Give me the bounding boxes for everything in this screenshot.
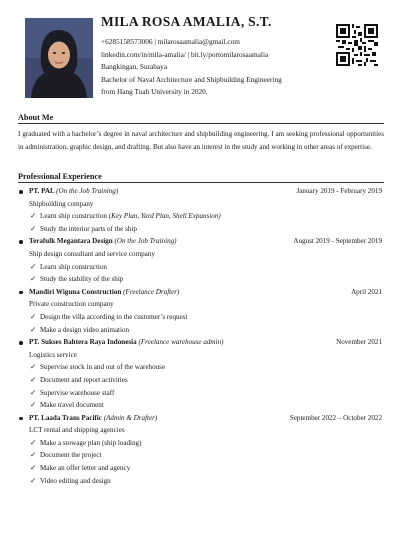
task-text: Make an offer letter and agency: [40, 464, 131, 473]
contact-info: [101, 36, 341, 99]
task-text: Supervise warehouse staff: [40, 388, 115, 397]
job-role: (Freelance Drafter): [123, 287, 180, 296]
job-company: PT. PAL: [29, 187, 55, 195]
checkmark-icon: ✓: [30, 311, 37, 321]
task-text: Design the villa according to the customer’s request: [40, 312, 188, 321]
resume-header: [0, 0, 400, 108]
job-task: [18, 361, 384, 374]
job-task: [18, 223, 384, 236]
bullet-icon: [19, 291, 23, 295]
checkmark-icon: ✓: [30, 400, 37, 410]
job-entry: [18, 412, 384, 488]
job-task: [18, 374, 384, 387]
task-text: Document the project: [40, 451, 102, 460]
task-text: Make a stowage plan (ship loading): [40, 438, 142, 447]
about-text: I graduated with a bachelor’s degree in naval architecture and shipbuilding engineering. I am seeking professional opportunities in administration, graphic design, and drafting. But also have an interest in the study and working in other areas of expertise.: [18, 130, 384, 151]
job-header: [18, 336, 384, 349]
task-text: Make a design video animation: [40, 325, 130, 334]
about-title: About Me: [18, 113, 384, 124]
checkmark-icon: ✓: [30, 362, 37, 372]
job-company: Mandiri Wiguna Construction: [29, 287, 122, 296]
task-text: Learn ship construction: [40, 212, 109, 221]
job-company-line: [29, 185, 118, 198]
job-entry: [18, 235, 384, 285]
job-task: [18, 261, 384, 274]
job-list: [18, 185, 384, 487]
task-text: Study the interior parts of the ship: [40, 224, 137, 233]
job-header: [18, 235, 384, 248]
job-description: Logistics service: [29, 350, 77, 359]
job-company-line: [29, 336, 223, 349]
task-text: Video editing and design: [40, 476, 111, 485]
job-description: Private construction company: [29, 300, 114, 309]
profile-photo: [25, 18, 93, 98]
location-line: Bangkingan, Surabaya: [101, 62, 168, 72]
job-task: [18, 387, 384, 400]
bullet-icon: [19, 417, 23, 421]
checkmark-icon: ✓: [30, 450, 37, 460]
about-section: [18, 113, 384, 153]
job-entry: [18, 185, 384, 235]
job-entry: [18, 286, 384, 336]
profile-photo-illustration: [25, 18, 93, 98]
bullet-icon: [19, 190, 23, 194]
job-company-line: [29, 286, 179, 299]
job-description: Shipbuilding company: [29, 199, 94, 208]
checkmark-icon: ✓: [30, 324, 37, 334]
task-detail: (Key Plan, Yard Plan, Shell Expansion): [108, 212, 221, 221]
task-text: Learn ship construction: [40, 262, 107, 271]
checkmark-icon: ✓: [30, 223, 37, 233]
degree-line: Bachelor of Naval Architecture and Shipbuilding Engineering: [101, 74, 282, 84]
job-task: [18, 311, 384, 324]
qr-code-icon[interactable]: [336, 24, 378, 66]
job-task: [18, 462, 384, 475]
checkmark-icon: ✓: [30, 211, 37, 221]
job-description: LCT rental and shipping agencies: [29, 426, 125, 435]
job-company-line: [29, 412, 157, 425]
checkmark-icon: ✓: [30, 261, 37, 271]
job-entry: [18, 336, 384, 412]
job-role: (Freelance warehouse admin): [138, 338, 224, 347]
job-task: [18, 273, 384, 286]
checkmark-icon: ✓: [30, 437, 37, 447]
job-company: PT. Laada Trans Pacific: [29, 413, 102, 422]
experience-title: Professional Experience: [18, 172, 384, 183]
job-role: (On the Job Training): [56, 187, 119, 195]
job-company-line: [29, 235, 177, 248]
checkmark-icon: ✓: [30, 274, 37, 284]
job-company: PT. Sukses Bahtera Raya Indonesia: [29, 338, 137, 347]
checkmark-icon: ✓: [30, 374, 37, 384]
bullet-icon: [19, 341, 23, 345]
task-text: Study the stability of the ship: [40, 275, 124, 284]
bullet-icon: [19, 240, 23, 244]
links-line[interactable]: linkedin.com/in/mila-amalia/ | bit.ly/portomilarosaamalia: [101, 49, 269, 59]
contact-line[interactable]: +6285158573006 | milarosaamalia@gmail.com: [101, 37, 240, 46]
job-period: April 2021: [351, 287, 382, 296]
checkmark-icon: ✓: [30, 387, 37, 397]
task-text: Make travel document: [40, 401, 104, 410]
checkmark-icon: ✓: [30, 475, 37, 485]
job-period: January 2019 - February 2019: [296, 187, 382, 195]
job-description: Ship design consultant and service company: [29, 249, 155, 258]
job-task: [18, 437, 384, 450]
job-period: September 2022 – October 2022: [289, 413, 382, 422]
task-text: Document and report activities: [40, 375, 128, 384]
job-role: (Admin & Drafter): [103, 413, 158, 422]
job-period: November 2021: [336, 338, 382, 347]
job-task: [18, 210, 384, 223]
job-period: August 2019 - September 2019: [293, 237, 382, 246]
job-header: [18, 412, 384, 425]
job-header: [18, 185, 384, 198]
experience-section: [18, 172, 384, 487]
full-name: MILA ROSA AMALIA, S.T.: [101, 14, 272, 29]
job-task: [18, 324, 384, 337]
university-line: from Hang Tuah University in 2020.: [101, 87, 208, 97]
job-task: [18, 449, 384, 462]
checkmark-icon: ✓: [30, 463, 37, 473]
job-task: [18, 399, 384, 412]
job-role: (On the Job Training): [114, 237, 177, 246]
task-text: Supervise stock in and out of the warehouse: [40, 363, 166, 372]
job-header: [18, 286, 384, 299]
job-task: [18, 475, 384, 488]
job-company: Terafulk Megantara Design: [29, 237, 113, 246]
